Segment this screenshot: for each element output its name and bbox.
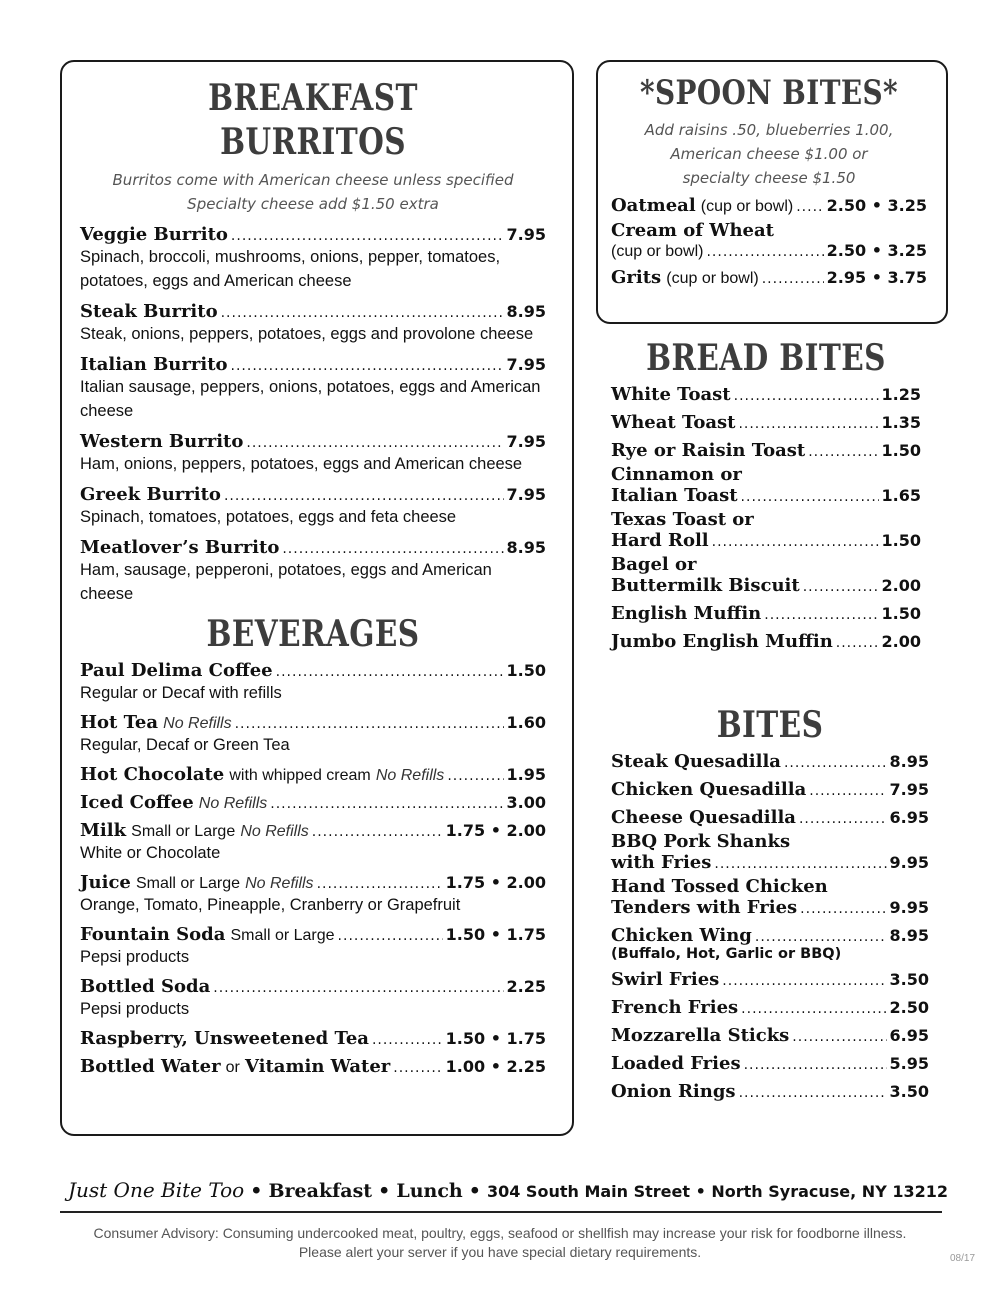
item-name: Loaded Fries xyxy=(611,1053,741,1074)
item-description: (Buffalo, Hot, Garlic or BBQ) xyxy=(611,946,842,962)
item-price: 2.00 xyxy=(881,632,921,651)
item-description: Spinach, broccoli, mushrooms, onions, pepper, tomatoes, xyxy=(80,248,501,266)
item-price: 7.95 xyxy=(889,780,929,799)
menu-item xyxy=(80,764,546,785)
item-price: 7.95 xyxy=(506,485,546,504)
item-note: No Refills xyxy=(375,767,445,784)
item-name: Steak Quesadilla xyxy=(611,751,781,772)
footer-lunch: Lunch xyxy=(396,1180,463,1202)
menu-item xyxy=(80,872,546,917)
item-note: No Refills xyxy=(198,795,268,812)
menu-item xyxy=(80,660,546,705)
menu-item xyxy=(611,779,929,800)
item-description: cheese xyxy=(80,402,134,420)
brand-name: Just One Bite Too xyxy=(68,1178,245,1202)
item-price: 3.00 xyxy=(506,793,546,812)
item-price: 7.95 xyxy=(506,355,546,374)
menu-item xyxy=(611,751,929,772)
menu-item xyxy=(611,1025,929,1046)
item-price: 9.95 xyxy=(889,898,929,917)
item-extra: (cup or bowl) xyxy=(666,270,759,287)
menu-item xyxy=(611,876,929,918)
section-title: BITES xyxy=(716,704,824,746)
item-name-line1: BBQ Pork Shanks xyxy=(611,831,791,852)
item-extra: with whipped cream xyxy=(229,767,371,784)
item-name-line1: Cinnamon or xyxy=(611,464,742,485)
item-price: 1.50 • 1.75 xyxy=(445,1029,546,1048)
item-name: Tenders with Fries xyxy=(611,897,798,918)
item-name: Milk xyxy=(80,820,127,841)
advisory-line: Consumer Advisory: Consuming undercooked meat, poultry, eggs, seafood or shellfish may increase your risk for foodborne illness. xyxy=(93,1225,907,1241)
item-price: 2.50 xyxy=(889,998,929,1017)
item-price: 3.50 xyxy=(889,1082,929,1101)
footer-address: 304 South Main Street • North Syracuse, NY 13212 xyxy=(486,1182,949,1201)
item-name: Steak Burrito xyxy=(80,301,218,322)
item-name: Raspberry, Unsweetened Tea xyxy=(80,1028,369,1049)
item-price: 2.50 • 3.25 xyxy=(826,241,927,260)
menu-item xyxy=(80,820,546,865)
item-name-secondary: Vitamin Water xyxy=(244,1056,391,1077)
item-note: No Refills xyxy=(163,715,232,732)
section-title: *SPOON BITES* xyxy=(639,73,899,113)
item-price: 7.95 xyxy=(506,432,546,451)
item-extra: or xyxy=(225,1059,240,1076)
item-name: Paul Delima Coffee xyxy=(80,660,273,681)
section-note: American cheese $1.00 or xyxy=(670,145,868,163)
item-price: 2.50 • 3.25 xyxy=(826,196,927,215)
item-extra: (cup or bowl) xyxy=(700,198,794,215)
item-extra: (cup or bowl) xyxy=(611,243,704,260)
item-price: 2.95 • 3.75 xyxy=(826,268,927,287)
item-name: Fountain Soda xyxy=(80,924,226,945)
item-price: 2.00 xyxy=(881,576,921,595)
item-price: 8.95 xyxy=(889,926,929,945)
item-name: Italian Toast xyxy=(611,485,738,506)
menu-item xyxy=(611,603,921,624)
breakfast-burritos-section xyxy=(80,76,546,606)
item-name: Grits xyxy=(611,267,662,288)
menu-item xyxy=(611,464,921,506)
section-note: Burritos come with American cheese unless specified xyxy=(112,171,514,189)
item-description: potatoes, eggs and American cheese xyxy=(80,272,352,290)
item-description: Orange, Tomato, Pineapple, Cranberry or Grapefruit xyxy=(80,896,461,914)
item-price: 1.50 xyxy=(506,661,546,680)
item-description: Pepsi products xyxy=(80,948,190,966)
item-price: 2.25 xyxy=(506,977,546,996)
item-price: 1.50 • 1.75 xyxy=(445,925,546,944)
beverages-section xyxy=(80,612,546,1077)
menu-item xyxy=(80,712,546,757)
item-price: 1.00 • 2.25 xyxy=(445,1057,546,1076)
footer-breakfast: Breakfast xyxy=(268,1180,373,1202)
item-name: Mozzarella Sticks xyxy=(611,1025,790,1046)
menu-item xyxy=(611,969,929,990)
item-description: Steak, onions, peppers, potatoes, eggs and provolone cheese xyxy=(80,325,534,343)
bread-bites-section xyxy=(611,336,921,652)
section-title: BREAD BITES xyxy=(646,337,886,379)
item-price: 1.25 xyxy=(881,385,921,404)
menu-item xyxy=(611,1053,929,1074)
menu-item xyxy=(80,976,546,1021)
menu-item xyxy=(611,631,921,652)
item-name: Hot Tea xyxy=(80,712,159,733)
item-price: 1.35 xyxy=(881,413,921,432)
item-price: 6.95 xyxy=(889,1026,929,1045)
item-name: French Fries xyxy=(611,997,739,1018)
item-name: Juice xyxy=(80,872,131,893)
item-name: Oatmeal xyxy=(611,195,696,216)
menu-item xyxy=(611,440,921,461)
item-price: 5.95 xyxy=(889,1054,929,1073)
item-name: with Fries xyxy=(611,852,712,873)
item-name: Bottled Soda xyxy=(80,976,211,997)
menu-item xyxy=(611,412,921,433)
menu-item xyxy=(80,431,546,476)
item-price: 1.75 • 2.00 xyxy=(445,873,546,892)
item-name: Rye or Raisin Toast xyxy=(611,440,806,461)
item-name: White Toast xyxy=(611,384,731,405)
separator: • xyxy=(250,1180,263,1202)
item-description: Ham, onions, peppers, potatoes, eggs and American cheese xyxy=(80,455,523,473)
menu-item xyxy=(80,1056,546,1077)
menu-item xyxy=(80,301,546,346)
consumer-advisory xyxy=(60,1224,940,1262)
section-note: Specialty cheese add $1.50 extra xyxy=(187,195,439,213)
item-extra: Small or Large xyxy=(135,875,240,892)
menu-item xyxy=(611,384,921,405)
menu-item xyxy=(80,537,546,606)
item-name-line1: Texas Toast or xyxy=(611,509,754,530)
item-price: 8.95 xyxy=(506,538,546,557)
item-price: 9.95 xyxy=(889,853,929,872)
bites-section xyxy=(611,703,929,1102)
menu-item xyxy=(611,267,927,288)
menu-item xyxy=(80,354,546,423)
menu-item xyxy=(80,484,546,529)
item-name: Buttermilk Biscuit xyxy=(611,575,800,596)
menu-item xyxy=(611,220,927,261)
item-price: 1.50 xyxy=(881,441,921,460)
section-title: BREAKFAST BURRITOS xyxy=(208,77,418,163)
item-name: Hard Roll xyxy=(611,530,709,551)
item-price: 1.65 xyxy=(881,486,921,505)
item-price: 7.95 xyxy=(506,225,546,244)
item-price: 8.95 xyxy=(889,752,929,771)
item-description: White or Chocolate xyxy=(80,844,221,862)
item-name: Western Burrito xyxy=(80,431,244,452)
item-name: Cream of Wheat xyxy=(611,220,774,241)
item-name: Greek Burrito xyxy=(80,484,221,505)
separator: • xyxy=(468,1180,481,1202)
section-title: BEVERAGES xyxy=(206,613,420,655)
item-name: English Muffin xyxy=(611,603,762,624)
item-name-line1: Hand Tossed Chicken xyxy=(611,876,828,897)
item-name: Jumbo English Muffin xyxy=(611,631,833,652)
menu-item xyxy=(611,925,929,962)
item-price: 3.50 xyxy=(889,970,929,989)
item-description: Italian sausage, peppers, onions, potatoes, eggs and American xyxy=(80,378,541,396)
item-name: Iced Coffee xyxy=(80,792,194,813)
item-price: 1.50 xyxy=(881,604,921,623)
item-name: Cheese Quesadilla xyxy=(611,807,796,828)
menu-item xyxy=(80,1028,546,1049)
item-price: 1.75 • 2.00 xyxy=(445,821,546,840)
item-note: No Refills xyxy=(240,823,309,840)
section-note: Add raisins .50, blueberries 1.00, xyxy=(644,121,894,139)
item-extra: Small or Large xyxy=(131,823,236,840)
item-description: Regular, Decaf or Green Tea xyxy=(80,736,290,754)
menu-item xyxy=(80,224,546,293)
menu-item xyxy=(80,792,546,813)
item-description: Regular or Decaf with refills xyxy=(80,684,282,702)
item-description: Spinach, tomatoes, potatoes, eggs and feta cheese xyxy=(80,508,457,526)
item-name: Wheat Toast xyxy=(611,412,736,433)
item-note: No Refills xyxy=(245,875,314,892)
item-name: Meatlover’s Burrito xyxy=(80,537,280,558)
menu-item xyxy=(611,831,929,873)
spoon-bites-section xyxy=(611,72,927,288)
item-description: Ham, sausage, pepperoni, potatoes, eggs and American xyxy=(80,561,492,579)
menu-item xyxy=(611,509,921,551)
item-name: Hot Chocolate xyxy=(80,764,225,785)
item-description: Pepsi products xyxy=(80,1000,190,1018)
menu-item xyxy=(611,997,929,1018)
item-name: Chicken Wing xyxy=(611,925,752,946)
item-price: 1.60 xyxy=(506,713,546,732)
footer-divider xyxy=(60,1211,942,1213)
item-name-line1: Bagel or xyxy=(611,554,697,575)
item-name: Chicken Quesadilla xyxy=(611,779,807,800)
item-price: 1.95 xyxy=(506,765,546,784)
footer-line xyxy=(68,1178,948,1202)
menu-item xyxy=(80,924,546,969)
item-price: 1.50 xyxy=(881,531,921,550)
advisory-line: Please alert your server if you have special dietary requirements. xyxy=(298,1244,702,1260)
item-name: Veggie Burrito xyxy=(80,224,228,245)
menu-item xyxy=(611,195,927,216)
menu-item xyxy=(611,1081,929,1102)
item-name: Italian Burrito xyxy=(80,354,228,375)
menu-item xyxy=(611,554,921,596)
item-name: Swirl Fries xyxy=(611,969,720,990)
item-price: 6.95 xyxy=(889,808,929,827)
item-name: Onion Rings xyxy=(611,1081,736,1102)
version-code: 08/17 xyxy=(950,1253,976,1264)
section-note: specialty cheese $1.50 xyxy=(682,169,856,187)
separator: • xyxy=(378,1180,391,1202)
item-name: Bottled Water xyxy=(80,1056,221,1077)
item-extra: Small or Large xyxy=(230,927,335,944)
item-description: cheese xyxy=(80,585,134,603)
menu-item xyxy=(611,807,929,828)
item-price: 8.95 xyxy=(506,302,546,321)
